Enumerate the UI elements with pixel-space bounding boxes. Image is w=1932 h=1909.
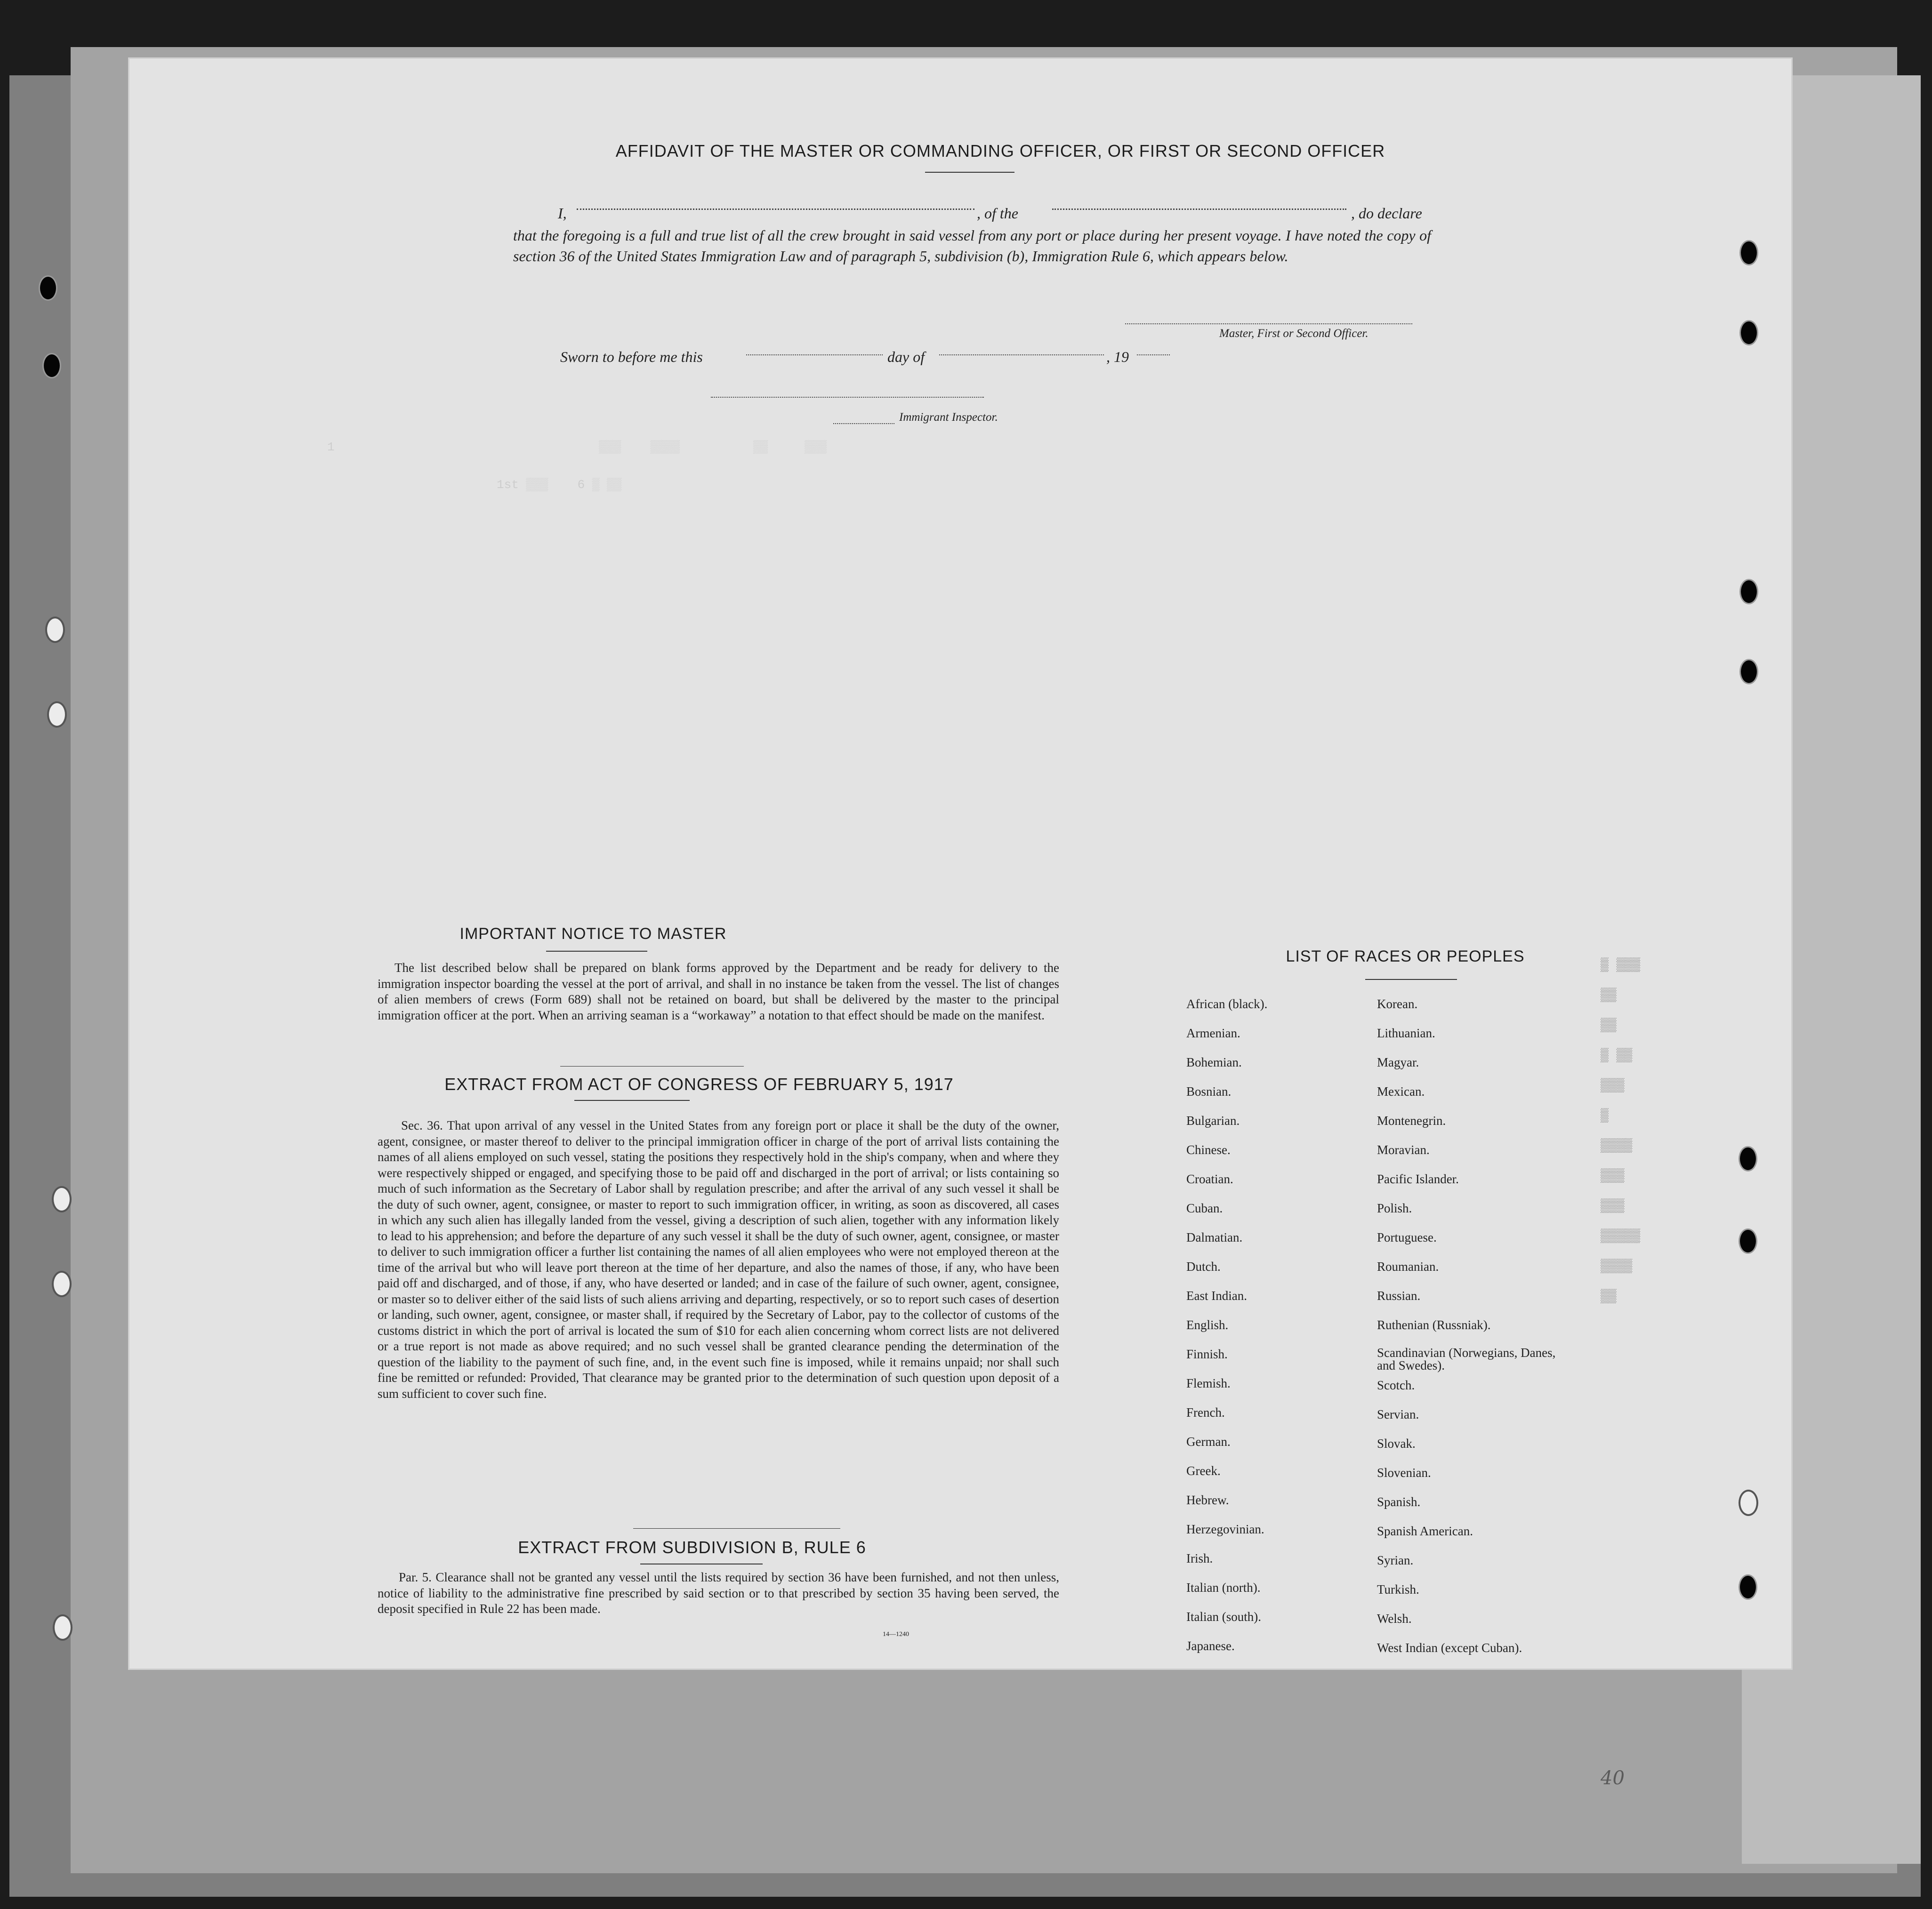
races-column-1 <box>1186 995 1365 1666</box>
race-item: African (black). <box>1186 997 1268 1011</box>
binder-hole-icon <box>1739 1574 1757 1600</box>
race-item: German. <box>1186 1435 1231 1449</box>
inspector-signature-line <box>711 397 984 398</box>
race-item: Magyar. <box>1377 1055 1419 1069</box>
race-item: Portuguese. <box>1377 1230 1437 1244</box>
race-item: Korean. <box>1377 997 1418 1011</box>
race-item: Mexican. <box>1377 1084 1425 1099</box>
binder-hole-icon <box>45 617 65 643</box>
race-item: Japanese. <box>1186 1639 1235 1653</box>
rule-extract-body: Par. 5. Clearance shall not be granted any vessel until the lists required by section 36 have been furnished, and not then unless, notice of liability to the administrative fine prescribed by said section or to that prescribed by section 35 having been served, the deposit specified in Rule 22 has been made. <box>378 1570 1059 1616</box>
race-item: Bohemian. <box>1186 1055 1242 1069</box>
master-signature-label: Master, First or Second Officer. <box>1219 327 1368 340</box>
act-extract-title: EXTRACT FROM ACT OF CONGRESS OF FEBRUARY 5, 1917 <box>444 1075 954 1094</box>
race-item: French. <box>1186 1405 1225 1420</box>
race-item: Syrian. <box>1377 1553 1414 1567</box>
vessel-blank <box>1052 209 1346 210</box>
inspector-lead-line <box>833 423 894 424</box>
race-item: Pacific Islander. <box>1377 1172 1459 1186</box>
race-item: Flemish. <box>1186 1376 1231 1390</box>
binder-hole-icon <box>52 1271 72 1297</box>
binder-hole-icon <box>1739 1146 1757 1171</box>
race-item: Finnish. <box>1186 1347 1228 1361</box>
race-item: Herzegovinian. <box>1186 1522 1264 1536</box>
race-item: Moravian. <box>1377 1143 1430 1157</box>
race-item: Bosnian. <box>1186 1084 1232 1099</box>
race-item: Scandinavian (Norwegians, Danes, and Swedes). <box>1377 1346 1556 1372</box>
races-title: LIST OF RACES OR PEOPLES <box>1286 947 1525 965</box>
race-item: English. <box>1186 1318 1229 1332</box>
notice-title: IMPORTANT NOTICE TO MASTER <box>459 925 727 943</box>
race-item: Slovak. <box>1377 1436 1416 1451</box>
section-divider <box>560 1066 744 1067</box>
race-item: Welsh. <box>1377 1612 1412 1626</box>
race-item: Spanish. <box>1377 1495 1421 1509</box>
race-item: West Indian (except Cuban). <box>1377 1641 1522 1655</box>
sworn-year-blank <box>1137 354 1170 355</box>
race-item: Italian (south). <box>1186 1610 1261 1624</box>
binder-hole-icon <box>1739 320 1758 345</box>
race-item: Servian. <box>1377 1407 1419 1421</box>
race-item: Hebrew. <box>1186 1493 1229 1507</box>
race-item: Bulgarian. <box>1186 1114 1240 1128</box>
race-item: Turkish. <box>1377 1582 1419 1596</box>
race-item: Cuban. <box>1186 1201 1223 1215</box>
binder-hole-icon <box>52 1186 72 1212</box>
document-page <box>129 59 1791 1668</box>
title-underline <box>546 951 647 952</box>
race-item: Russian. <box>1377 1289 1421 1303</box>
notice-body: The list described below shall be prepared on blank forms approved by the Department and be ready for delivery to the immigration inspector boarding the vessel at the port of arrival, and shall in no instance be taken from the vessel. The list of changes of alien members of crews (Form 689) shall not be retained on board, but shall be delivered by the master to the principal immigration officer at the port. When an arriving seaman is a “workaway” a notation to that effect should be made on the manifest. <box>378 961 1059 1022</box>
sworn-day-label: day of <box>887 348 925 365</box>
margin-handwritten-number: 40 <box>1601 1767 1625 1789</box>
race-item: Ruthenian (Russniak). <box>1377 1318 1491 1332</box>
race-item: Slovenian. <box>1377 1466 1431 1480</box>
race-item: Montenegrin. <box>1377 1114 1446 1128</box>
sworn-start: Sworn to before me this <box>560 348 703 365</box>
sworn-month-blank <box>939 354 1104 355</box>
race-item: East Indian. <box>1186 1289 1247 1303</box>
affidavit-line1-start: I, <box>558 205 567 222</box>
bleed-through-marks: 1 ▒▒▒ ▒▒▒▒ ▒▒ ▒▒▒ <box>327 440 827 454</box>
binder-hole-icon <box>1739 1490 1758 1516</box>
race-item: Armenian. <box>1186 1026 1240 1040</box>
binder-hole-icon <box>1739 579 1758 604</box>
races-column-2 <box>1377 995 1565 1668</box>
affidavit-line1-mid: , of the <box>977 205 1018 222</box>
affidavit-title: AFFIDAVIT OF THE MASTER OR COMMANDING OFFICER, OR FIRST OR SECOND OFFICER <box>615 141 1385 160</box>
master-signature-line <box>1125 323 1412 324</box>
binder-hole-icon <box>53 1614 72 1641</box>
affidavit-body: that the foregoing is a full and true list of all the crew brought in said vessel from any port or place during her present voyage. I have noted the copy of section 36 of the United States Immigration Law and of paragraph 5, subdivision (b), Immigration Rule 6, which appears below. <box>513 227 1431 265</box>
race-item: Dutch. <box>1186 1259 1221 1274</box>
name-blank <box>577 209 974 210</box>
binder-hole-icon <box>1739 1228 1757 1254</box>
binder-hole-icon <box>1739 659 1758 684</box>
affidavit-line1-end: , do declare <box>1351 205 1422 222</box>
inspector-label: Immigrant Inspector. <box>899 411 998 424</box>
race-item: Spanish American. <box>1377 1524 1473 1538</box>
title-underline <box>1365 979 1457 980</box>
title-underline <box>925 172 1014 173</box>
sworn-day-blank <box>746 354 883 355</box>
race-item: Dalmatian. <box>1186 1230 1243 1244</box>
binder-hole-icon <box>1739 240 1758 265</box>
race-item: Scotch. <box>1377 1378 1415 1392</box>
rule-extract-title: EXTRACT FROM SUBDIVISION B, RULE 6 <box>518 1538 866 1557</box>
race-item: Italian (north). <box>1186 1580 1261 1595</box>
binder-hole-icon <box>42 353 61 378</box>
race-item: Roumanian. <box>1377 1259 1439 1274</box>
section-divider <box>633 1528 840 1529</box>
bleed-through-stamps: ▒ ▒▒▒ ▒▒ ▒▒ ▒ ▒▒ ▒▒▒ ▒ ▒▒▒▒ ▒▒▒ ▒▒▒ ▒▒▒▒▒ ▒▒▒▒ ▒▒ <box>1601 958 1641 1304</box>
race-item: Greek. <box>1186 1464 1221 1478</box>
sworn-year-label: , 19 <box>1106 348 1129 365</box>
title-underline <box>574 1100 690 1101</box>
race-item: Chinese. <box>1186 1143 1231 1157</box>
race-item: Polish. <box>1377 1201 1412 1215</box>
form-number: 14—1240 <box>883 1631 909 1638</box>
bleed-through-marks: 1st ▒▒▒ 6 ▒ ▒▒ <box>497 478 622 492</box>
binder-hole-icon <box>47 701 67 728</box>
race-item: Croatian. <box>1186 1172 1233 1186</box>
binder-hole-icon <box>39 275 57 301</box>
act-extract-body: Sec. 36. That upon arrival of any vessel in the United States from any foreign port or place it shall be the duty of the owner, agent, consignee, or master thereof to deliver to the principal immigration officer in charge of the port of arrival lists containing the names of all aliens employed on such vessel, stating the positions they respectively hold in the ship's company, when and where they were respectively shipped or engaged, and specifying those to be paid off and discharged in the port of arrival; or lists containing so much of such information as the Secretary of Labor shall by regulation prescribe; and after the arrival of any such vessel it shall be the duty of such owner, agent, consignee, or master to report to such immigration officer, in writing, as soon as discovered, all cases in which any such alien has illegally landed from the vessel, giving a description of such alien, together with any information likely to lead to his apprehension; and before the departure of any such vessel it shall be the duty of such owner, agent, consignee, or master to deliver to such immigration officer a further list containing the names of all alien employees who were not employed thereon at the time of the arrival but who will leave port thereon at the time of her departure, and also the names of those, if any, who have been paid off and discharged, and of those, if any, who have deserted or landed; and in case of the failure of such owner, agent, consignee, or master so to deliver either of the said lists of such aliens arriving and departing, respectively, or so to report such cases of desertion or landing, such owner, agent, consignee, or master shall, if required by the Secretary of Labor, pay to the collector of customs of the customs district in which the port of arrival is located the sum of $10 for each alien concerning whom correct lists are not delivered or a true report is not made as above required; and no such vessel shall be granted clearance pending the determination of the question of the liability to the payment of such fine, and, in the event such fine is imposed, while it remains unpaid; nor shall such fine be remitted or refunded: Provided, That clearance may be granted prior to the determination of such question upon deposit of a sum sufficient to cover such fine. <box>378 1118 1059 1401</box>
race-item: Lithuanian. <box>1377 1026 1435 1040</box>
race-item: Irish. <box>1186 1551 1213 1565</box>
